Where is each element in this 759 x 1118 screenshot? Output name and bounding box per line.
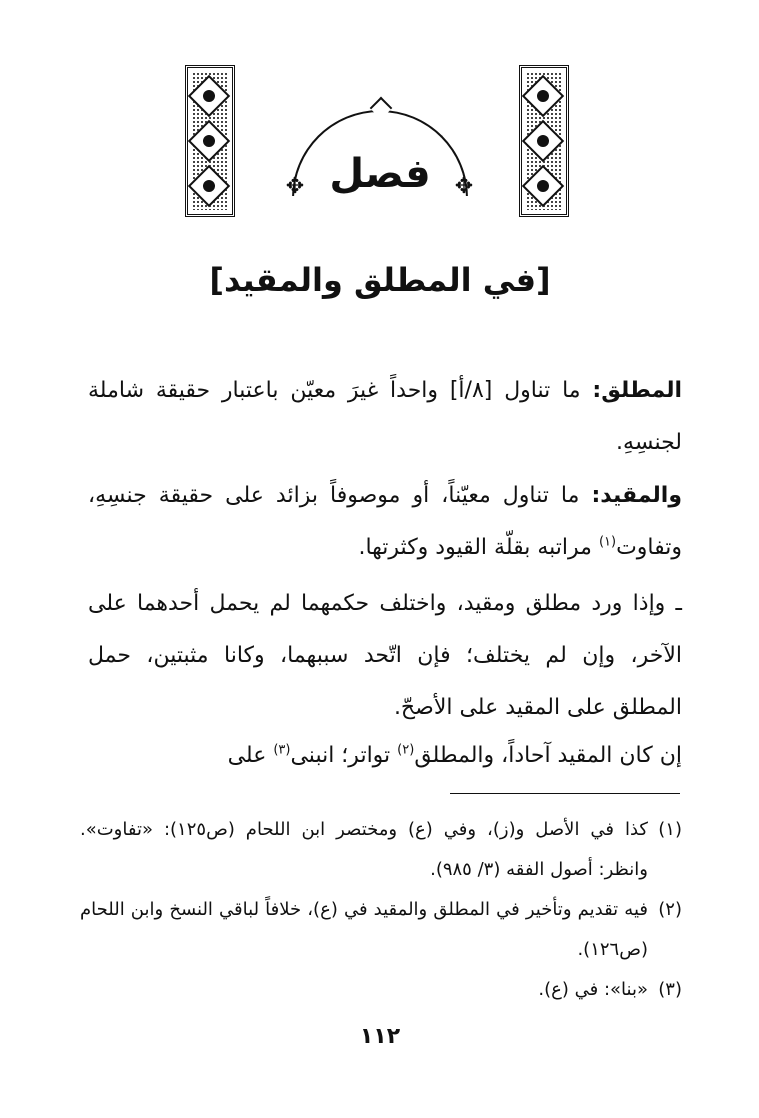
footnote-number: (١) xyxy=(658,819,682,840)
paragraph-rule xyxy=(88,578,682,734)
paragraph-mutlaq xyxy=(88,365,682,469)
paragraph-text: تواتر؛ انبنى xyxy=(290,743,398,768)
footnote-item xyxy=(80,970,682,1010)
ornamental-pillar-left xyxy=(185,65,235,217)
footnote-ref[interactable]: (٣) xyxy=(273,742,291,758)
paragraph-muqayyad xyxy=(88,470,682,574)
chapter-word: فصل xyxy=(329,151,431,197)
star-ornament-icon: ✥ xyxy=(285,174,305,199)
footnote-ref[interactable]: (٢) xyxy=(397,742,415,758)
ornamental-pillar-right xyxy=(519,65,569,217)
paragraph-text: ما تناول معيّناً، أو موصوفاً بزائد على حقيقة جنسِهِ، وتفاوت xyxy=(88,483,682,560)
paragraph-text: إن كان المقيد آحاداً، والمطلق xyxy=(414,743,682,768)
star-ornament-icon: ✥ xyxy=(454,174,474,199)
footnote-text: «بنا»: في (ع). xyxy=(538,979,648,1000)
footnote-text: كذا في الأصل و(ز)، وفي (ع) ومختصر ابن اللحام (ص١٢٥): «تفاوت». وانظر: أصول الفقه (٣/ ٩٨٥). xyxy=(80,819,648,880)
footnote-item xyxy=(80,890,682,970)
footnotes xyxy=(80,810,682,1010)
term-mutlaq: المطلق: xyxy=(592,378,683,403)
paragraph-continuation xyxy=(88,730,682,782)
page-number: ١١٢ xyxy=(359,1024,401,1049)
paragraph-text: ـ وإذا ورد مطلق ومقيد، واختلف حكمهما لم يحمل أحدهما على الآخر، وإن لم يختلف؛ فإن اتّحد سببهما، وكانا مثبتين، حمل المطلق على المقيد على الأصحّ. xyxy=(88,591,682,720)
footnote-divider xyxy=(450,793,680,794)
footnote-item xyxy=(80,810,682,890)
footnote-text: فيه تقديم وتأخير في المطلق والمقيد في (ع)، خلافاً لباقي النسخ وابن اللحام (ص١٢٦). xyxy=(80,899,648,960)
paragraph-text: ما تناول [٨/أ] واحداً غيرَ معيّن باعتبار حقيقة شاملة لجنسِهِ. xyxy=(88,378,682,455)
paragraph-text: على xyxy=(227,743,274,768)
paragraph-text: مراتبه بقلّة القيود وكثرتها. xyxy=(358,535,599,560)
chapter-title: [في المطلق والمقيد] xyxy=(209,261,551,299)
footnote-number: (٣) xyxy=(658,979,682,1000)
footnote-ref[interactable]: (١) xyxy=(598,534,617,550)
term-muqayyad: والمقيد: xyxy=(591,483,682,508)
footnote-number: (٢) xyxy=(658,899,682,920)
